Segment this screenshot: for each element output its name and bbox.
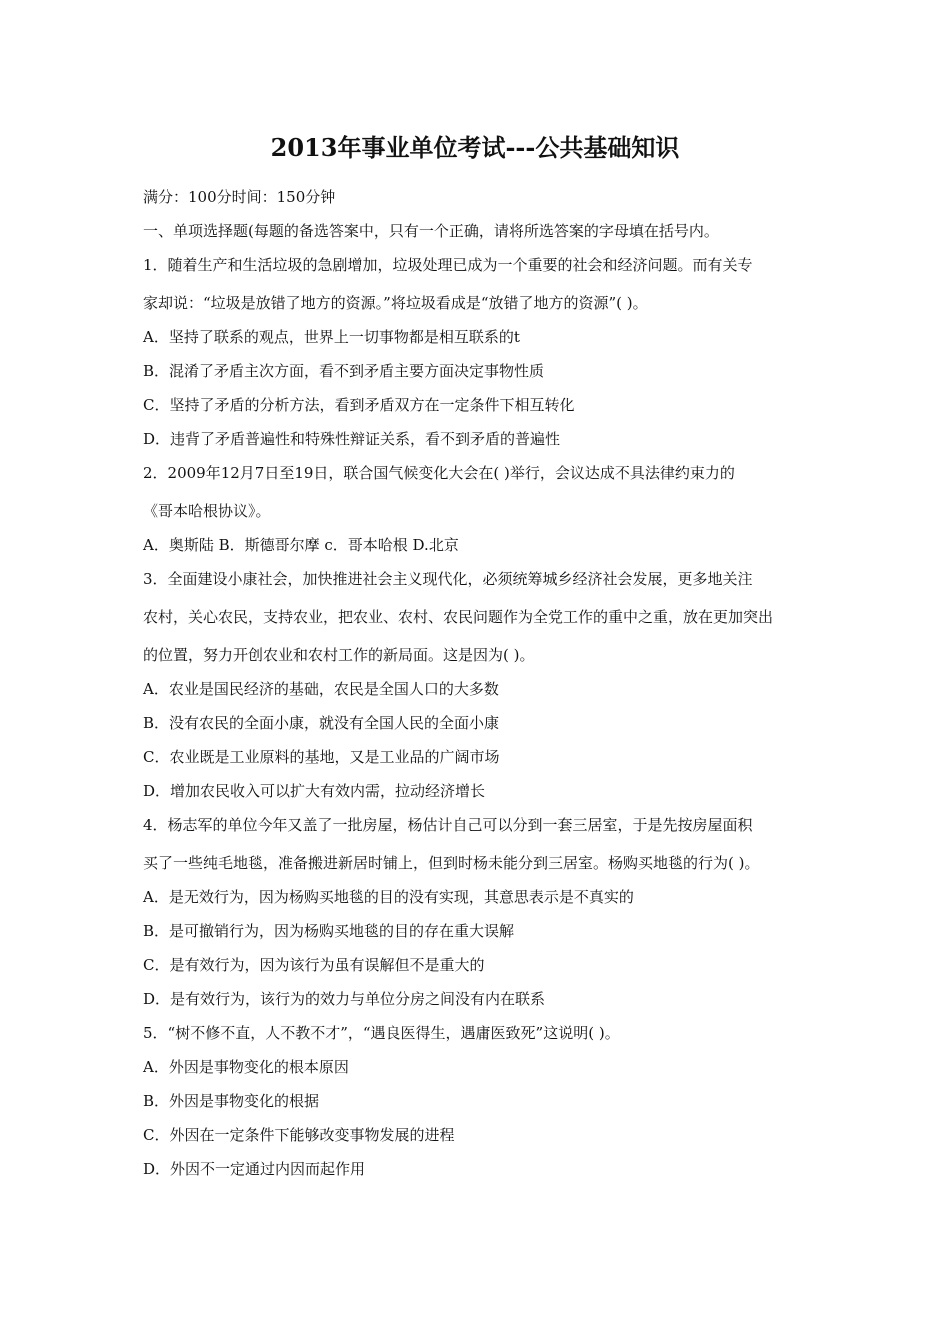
- answer-option: B．没有农民的全面小康，就没有全国人民的全面小康: [143, 714, 500, 732]
- answer-option: A．奥斯陆 B．斯德哥尔摩 c．哥本哈根 D.北京: [143, 536, 459, 554]
- answer-option: C．坚持了矛盾的分析方法，看到矛盾双方在一定条件下相互转化: [143, 396, 575, 414]
- answer-option: D．增加农民收入可以扩大有效内需，拉动经济增长: [143, 782, 486, 800]
- question-stem-line: 买了一些纯毛地毯，准备搬进新居时铺上，但到时杨未能分到三居室。杨购买地毯的行为( )。: [143, 854, 760, 872]
- question-1: [143, 256, 808, 448]
- answer-option: C．外因在一定条件下能够改变事物发展的进程: [143, 1126, 455, 1144]
- question-stem-line: 家却说：“垃圾是放错了地方的资源。”将垃圾看成是“放错了地方的资源”( )。: [143, 294, 648, 312]
- document-body: [143, 188, 808, 1194]
- answer-option: C．是有效行为，因为该行为虽有误解但不是重大的: [143, 956, 485, 974]
- exam-meta-line: 满分：100分时间：150分钟: [143, 188, 336, 206]
- question-stem-line: 2．2009年12月7日至19日，联合国气候变化大会在( )举行，会议达成不具法律约束力的: [143, 464, 735, 482]
- question-stem-line: 5．“树不修不直，人不教不才”，“遇良医得生，遇庸医致死”这说明( )。: [143, 1024, 620, 1042]
- question-4: [143, 816, 808, 1008]
- question-2: [143, 464, 808, 554]
- answer-option: A．外因是事物变化的根本原因: [143, 1058, 349, 1076]
- answer-option: D．外因不一定通过内因而起作用: [143, 1160, 366, 1178]
- answer-option: A．农业是国民经济的基础，农民是全国人口的大多数: [143, 680, 499, 698]
- question-3: [143, 570, 808, 800]
- question-stem-line: 1．随着生产和生活垃圾的急剧增加，垃圾处理已成为一个重要的社会和经济问题。而有关专: [143, 256, 753, 274]
- answer-option: B．混淆了矛盾主次方面，看不到矛盾主要方面决定事物性质: [143, 362, 545, 380]
- answer-option: D．违背了矛盾普遍性和特殊性辩证关系，看不到矛盾的普遍性: [143, 430, 561, 448]
- answer-option: B．是可撤销行为，因为杨购买地毯的目的存在重大误解: [143, 922, 515, 940]
- answer-option: A．坚持了联系的观点，世界上一切事物都是相互联系的t: [143, 328, 520, 346]
- question-stem-line: 《哥本哈根协议》。: [143, 502, 271, 520]
- answer-option: C．农业既是工业原料的基地，又是工业品的广阔市场: [143, 748, 500, 766]
- question-stem-line: 农村，关心农民，支持农业，把农业、农村、农民问题作为全党工作的重中之重，放在更加突出: [143, 608, 774, 626]
- answer-option: A．是无效行为，因为杨购买地毯的目的没有实现，其意思表示是不真实的: [143, 888, 634, 906]
- answer-option: B．外因是事物变化的根据: [143, 1092, 320, 1110]
- answer-option: D．是有效行为，该行为的效力与单位分房之间没有内在联系: [143, 990, 546, 1008]
- question-5: [143, 1024, 808, 1178]
- question-stem-line: 的位置，努力开创农业和农村工作的新局面。这是因为( )。: [143, 646, 535, 664]
- question-stem-line: 3．全面建设小康社会，加快推进社会主义现代化，必须统筹城乡经济社会发展，更多地关注: [143, 570, 753, 588]
- page-title: 2013年事业单位考试---公共基础知识: [270, 133, 680, 162]
- question-stem-line: 4．杨志军的单位今年又盖了一批房屋，杨估计自己可以分到一套三居室，于是先按房屋面积: [143, 816, 753, 834]
- section-heading: 一、单项选择题(每题的备选答案中，只有一个正确，请将所选答案的字母填在括号内。: [143, 222, 719, 240]
